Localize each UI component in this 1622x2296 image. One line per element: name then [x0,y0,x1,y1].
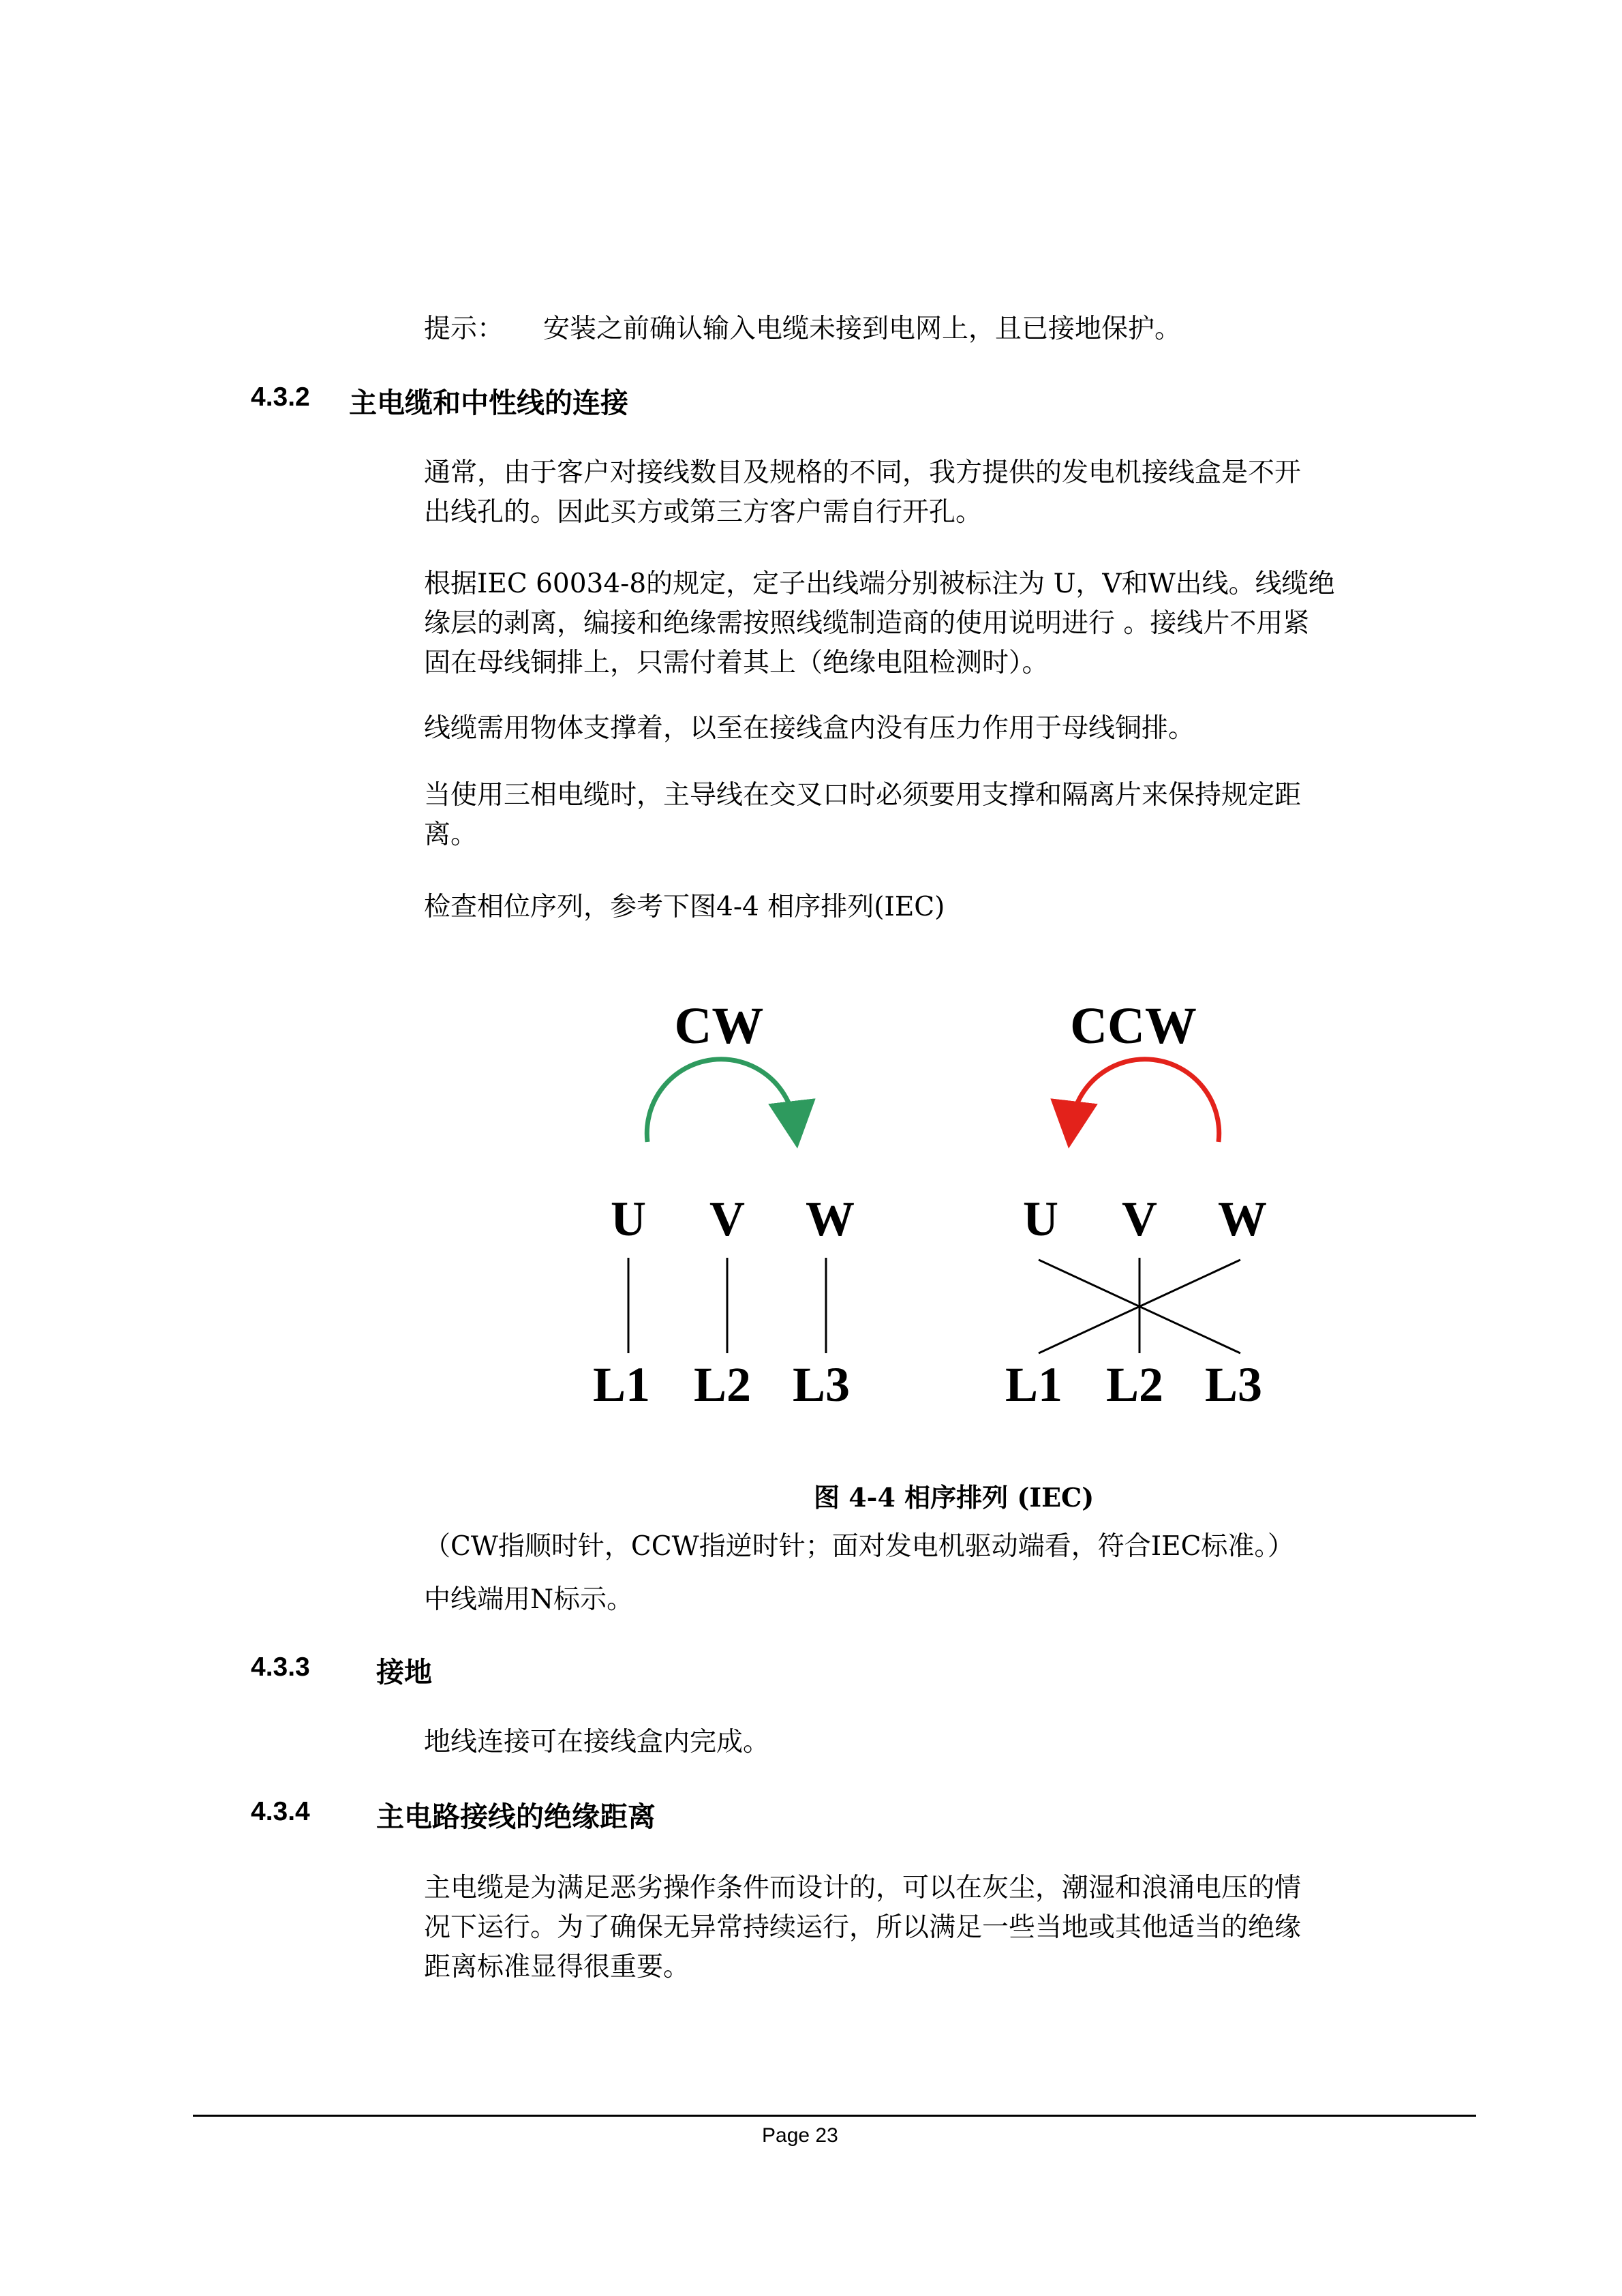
ccw-title: CCW [1070,997,1197,1055]
footer-divider [193,2115,1476,2117]
paragraph-1-line-2: 出线孔的。因此买方或第三方客户需自行开孔。 [424,497,983,528]
paragraph-4-line-1: 当使用三相电缆时，主导线在交叉口时必须要用支撑和隔离片来保持规定距 [424,780,1302,811]
paragraph-1-line-1: 通常，由于客户对接线数目及规格的不同，我方提供的发电机接线盒是不开 [424,457,1302,488]
paragraph-2-line-1: 根据IEC 60034-8的规定，定子出线端分别被标注为 U，V和W出线。线缆绝 [424,569,1335,599]
tip-label: 提示： [424,314,504,344]
tip-text: 安装之前确认输入电缆未接到电网上，且已接地保护。 [543,314,1182,344]
paragraph-3: 线缆需用物体支撑着，以至在接线盒内没有压力作用于母线铜排。 [424,713,1195,744]
section-number-434: 4.3.4 [251,1797,310,1826]
phase-sequence-diagram [0,954,1622,1445]
section-number-432: 4.3.2 [251,382,310,412]
cw-title: CW [674,997,764,1055]
cw-line-l2: L2 [693,1357,752,1412]
section-title-434: 主电路接线的绝缘距离 [376,1800,656,1833]
ccw-line-l3: L3 [1204,1357,1263,1412]
section-number-433: 4.3.3 [251,1652,310,1682]
cw-line-l3: L3 [792,1357,851,1412]
section-434-line-1: 主电缆是为满足恶劣操作条件而设计的，可以在灰尘，潮湿和浪涌电压的情 [424,1873,1302,1903]
paragraph-2-line-2: 缘层的剥离，编接和绝缘需按照线缆制造商的使用说明进行 。接线片不用紧 [424,608,1310,639]
ccw-terminal-u: U [1023,1192,1058,1246]
page-number: Page 23 [762,2124,838,2147]
section-title-432: 主电缆和中性线的连接 [349,387,628,419]
section-433-text: 地线连接可在接线盒内完成。 [424,1727,770,1757]
section-title-433: 接地 [376,1656,432,1689]
section-434-line-2: 况下运行。为了确保无异常持续运行，所以满足一些当地或其他适当的绝缘 [424,1912,1302,1943]
ccw-rotation-arrow [1071,1059,1219,1142]
figure-note-direction: （CW指顺时针，CCW指逆时针；面对发电机驱动端看，符合IEC标准。） [424,1531,1294,1562]
ccw-line-l1: L1 [1005,1357,1063,1412]
cw-terminal-w: W [806,1192,855,1246]
figure-note-neutral: 中线端用N标示。 [424,1584,634,1615]
cw-line-l1: L1 [592,1357,651,1412]
cw-rotation-arrow [647,1059,795,1142]
paragraph-2-line-3: 固在母线铜排上，只需付着其上（绝缘电阻检测时）。 [424,648,1049,678]
ccw-terminal-v: V [1122,1192,1157,1246]
ccw-line-l2: L2 [1105,1357,1164,1412]
paragraph-5: 检查相位序列，参考下图4-4 相序排列(IEC) [424,892,945,922]
paragraph-4-line-2: 离。 [424,819,478,850]
section-434-line-3: 距离标准显得很重要。 [424,1952,690,1982]
ccw-terminal-w: W [1218,1192,1267,1246]
cw-terminal-u: U [611,1192,646,1246]
figure-caption: 图 4-4 相序排列 (IEC) [814,1482,1095,1513]
cw-terminal-v: V [709,1192,745,1246]
